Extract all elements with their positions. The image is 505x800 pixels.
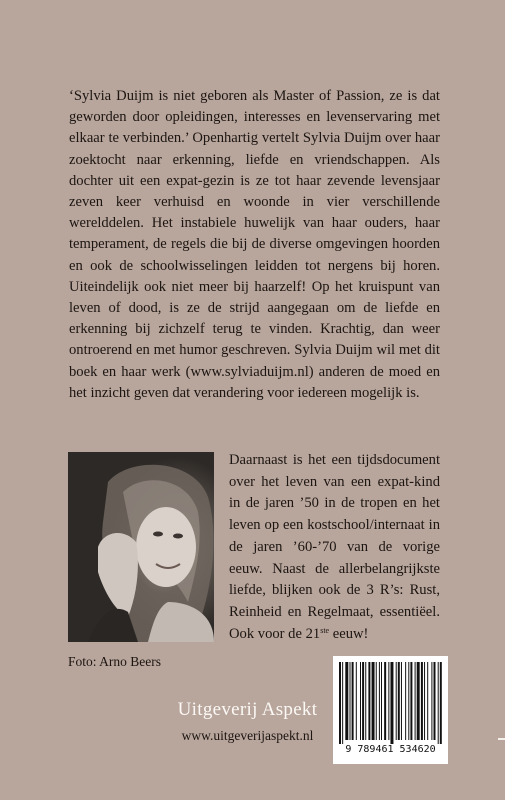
barcode-bar [376,662,377,740]
barcode-digits: 9 789461 534620 [345,744,436,755]
barcode-bar [427,662,428,740]
barcode-bar [350,662,351,740]
barcode-bar [342,662,343,744]
barcode-bar [410,662,412,740]
barcode-bars [333,656,448,746]
side-text [229,450,440,645]
side-text-ending: eeuw! [329,625,369,642]
barcode-bar [381,662,382,740]
barcode-bar [440,662,442,744]
barcode-bar [421,662,423,740]
isbn-barcode [333,656,448,764]
barcode-bar [360,662,361,740]
barcode-bar [405,662,406,740]
barcode-bar [396,662,397,740]
author-portrait-illustration [68,452,214,642]
barcode-bar [356,662,357,740]
barcode-bar [339,662,341,744]
barcode-bar [424,662,425,740]
barcode-bar [352,662,354,740]
barcode-bar [362,662,364,740]
barcode-bar [401,662,402,740]
barcode-bar [431,662,432,740]
barcode-bar [408,662,409,740]
barcode-bar [388,662,389,740]
side-text-main: Daarnaast is het een tijdsdocument over het leven van een expat-kind in de jaren ’50 in de tropen en het leven op een kostschool/internaat in de jaren ’60-’70 van de vorige eeuw. Naast de allerbelangrijkste liefde, blijken ook de 3 R’s: Rust, Reinheid en Regelmaat, essentiëel. Ook voor de 21 [229,452,440,642]
side-text-superscript: ste [320,625,330,635]
photo-caption: Foto: Arno Beers [68,654,161,669]
barcode-bar [415,662,416,740]
publisher-name: Uitgeverij Aspekt [177,699,318,720]
barcode-bar [368,662,370,740]
barcode-bar [372,662,375,740]
barcode-bar [384,662,386,740]
barcode-bar [417,662,420,740]
barcode-bar [365,662,366,740]
edge-mark [498,738,505,740]
barcode-bar [434,662,436,740]
author-photo [68,452,214,642]
barcode-bar [379,662,380,740]
barcode-bar [438,662,439,744]
barcode-bar [345,662,348,740]
back-cover-blurb: ‘Sylvia Duijm is niet geboren als Master of Passion, ze is dat geworden door opleidingen, interesses en levenservaring met elkaar te verbinden.’ Openhartig vertelt Sylvia Duijm over haar zoektocht naar erkenning, liefde en vriendschappen. Als dochter uit een expat-gezin is ze tot haar zevende levensjaar zeven keer verhuisd en woonde in vier verschillende werelddelen. Het instabiele huwelijk van haar ouders, haar temperament, de regels die bij de diverse omgevingen hoorden en ook de schoolwisselingen leidden tot nergens bij horen. Uiteindelijk ook niet meer bij haarzelf! Op het kruispunt van leven of dood, is ze de strijd aangegaan om de liefde en erkenning bij zichzelf terug te vinden. Krachtig, dan weer ontroerend en met humor geschreven. Sylvia Duijm wil met dit boek en haar werk (www.sylviaduijm.nl) anderen de moed en het inzicht geven dat verandering voor iedereen mogelijk is. [69,88,440,401]
barcode-bar [390,662,393,744]
barcode-bar [398,662,400,740]
publisher-url: www.uitgeverijaspekt.nl [181,728,314,743]
